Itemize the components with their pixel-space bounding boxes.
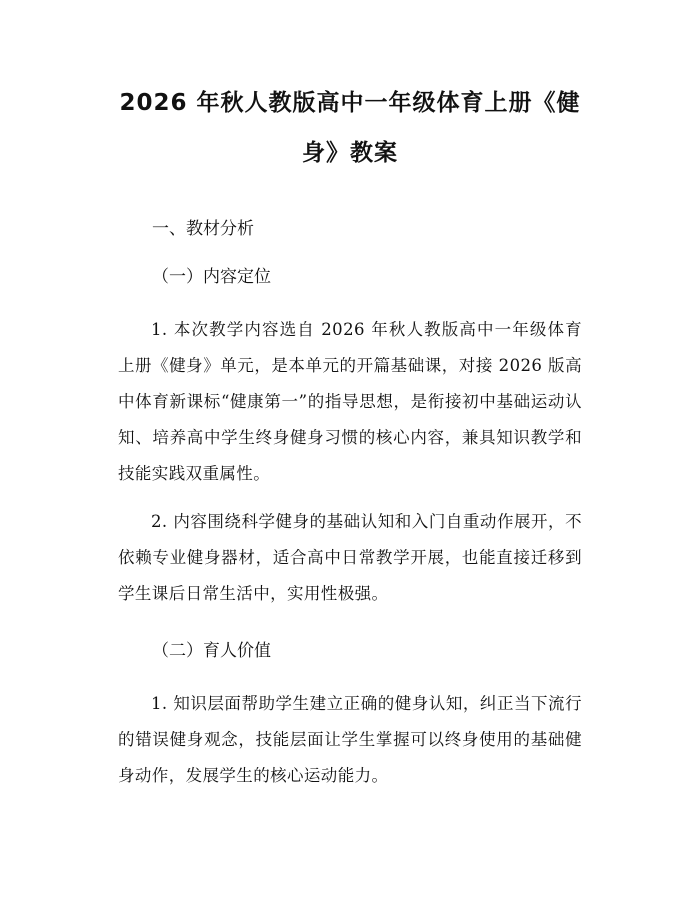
paragraph-educational-value-1: 1. 知识层面帮助学生建立正确的健身认知，纠正当下流行的错误健身观念，技能层面让学生掌握可以终身使用的基础健身动作，发展学生的核心运动能力。 [118, 694, 582, 785]
subheading-educational-value: （二）育人价值 [152, 641, 271, 661]
section-heading-textbook-analysis: 一、教材分析 [152, 219, 254, 239]
document-title: 2026 年秋人教版高中一年级体育上册《健身》教案 [119, 90, 581, 166]
paragraph-content-positioning-2: 2. 内容围绕科学健身的基础认知和入门自重动作展开，不依赖专业健身器材，适合高中日常教学开展，也能直接迁移到学生课后日常生活中，实用性极强。 [118, 512, 582, 603]
subheading-content-positioning: （一）内容定位 [152, 267, 271, 287]
paragraph-content-positioning-1: 1. 本次教学内容选自 2026 年秋人教版高中一年级体育上册《健身》单元，是本单元的开篇基础课，对接 2026 版高中体育新课标“健康第一”的指导思想，是衔接初中基础运动认知、培养高中学生终身健身习惯的核心内容，兼具知识教学和技能实践双重属性。 [118, 320, 582, 483]
